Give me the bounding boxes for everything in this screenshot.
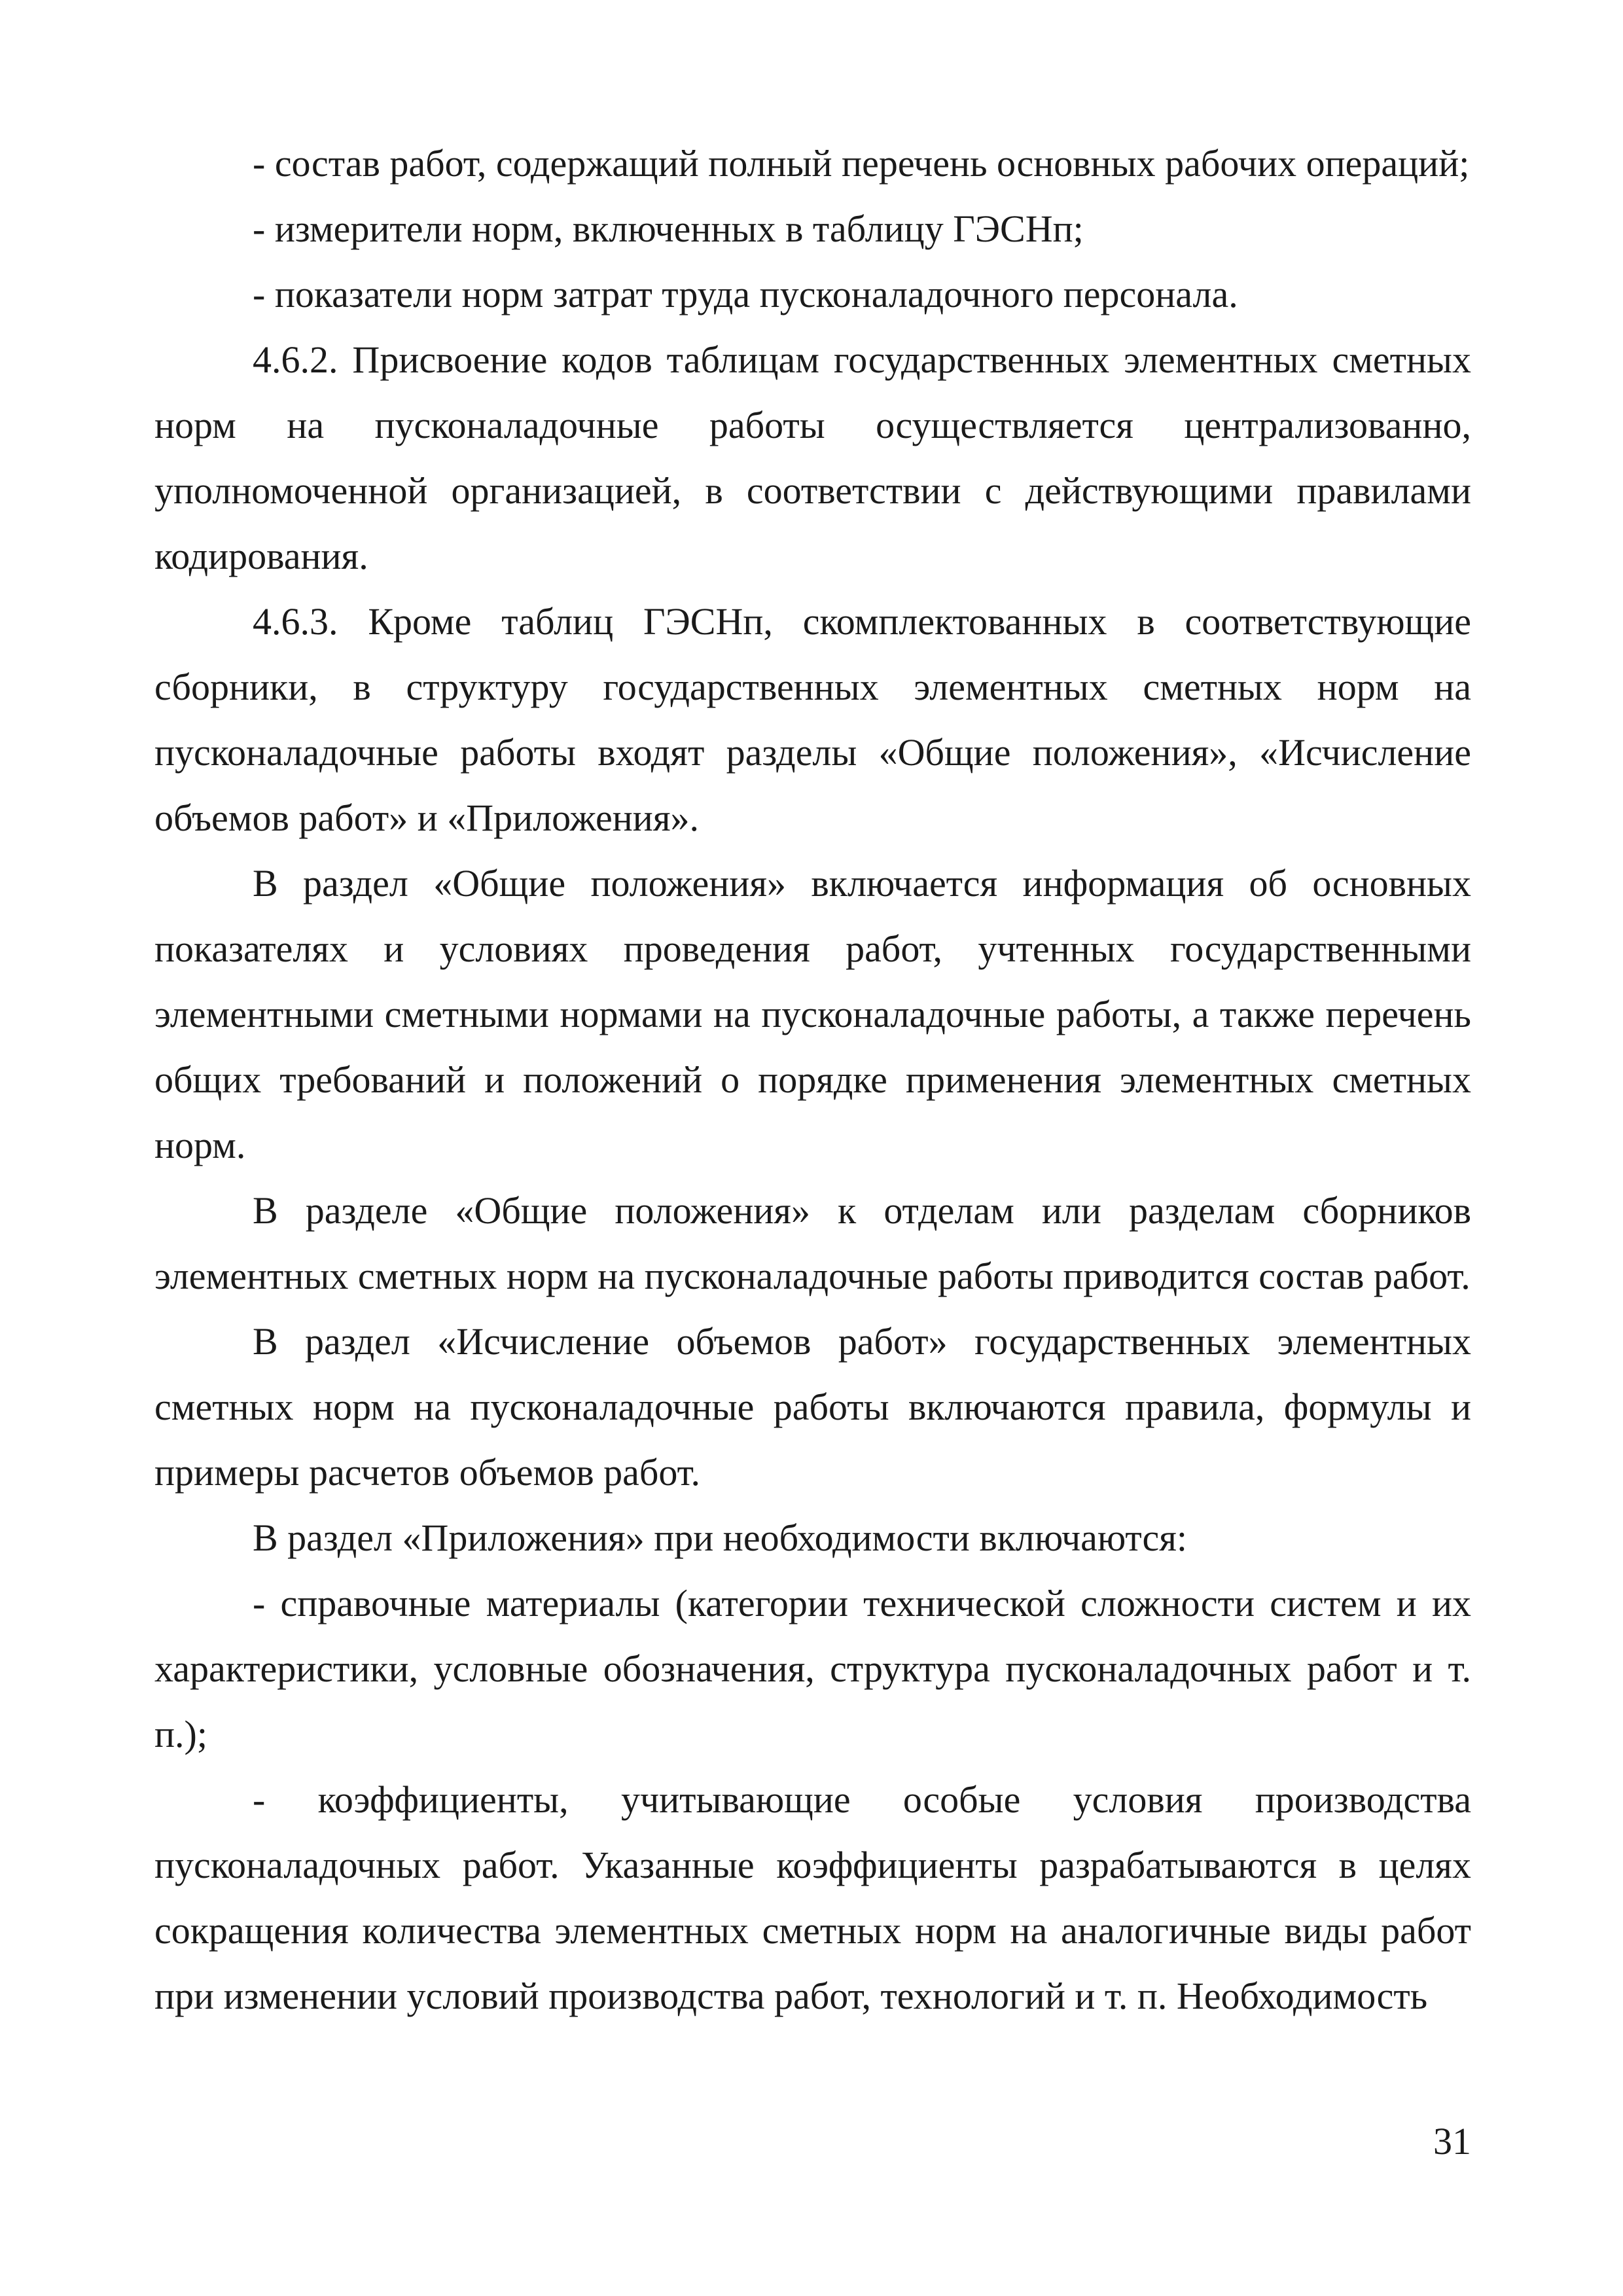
list-item: - показатели норм затрат труда пусконаладочного персонала. [253,273,1238,315]
list-item: - коэффициенты, учитывающие особые условия производства пусконаладочных работ. Указанные коэффициенты разрабатываются в целях сокращения количества элементных сметных норм на аналогичные виды работ при изменении условий производства работ, технологий и т. п. Необходимость [154,1778,1471,2017]
page-number: 31 [1433,2120,1471,2162]
paragraph-sections: В разделе «Общие положения» к отделам или разделам сборников элементных сметных норм на пусконаладочные работы приводится состав работ. [154,1189,1471,1297]
list-item: - состав работ, содержащий полный перечень основных рабочих операций; [253,142,1470,185]
paragraph-general-provisions: В раздел «Общие положения» включается информация об основных показателях и условиях проведения работ, учтенных государственными элементными сметными нормами на пусконаладочные работы, а также перечень общих требований и положений о порядке применения элементных сметных норм. [154,862,1471,1166]
paragraph-appendix: В раздел «Приложения» при необходимости включаются: [253,1516,1188,1559]
list-item: - справочные материалы (категории технической сложности систем и их характеристики, условные обозначения, структура пусконаладочных работ и т. п.); [154,1582,1471,1755]
paragraph-4-6-3: 4.6.3. Кроме таблиц ГЭСНп, скомплектованных в соответствующие сборники, в структуру государственных элементных сметных норм на пусконаладочные работы входят разделы «Общие положения», «Исчисление объемов работ» и «Приложения». [154,600,1471,839]
list-item: - измерители норм, включенных в таблицу ГЭСНп; [253,207,1084,250]
paragraph-4-6-2: 4.6.2. Присвоение кодов таблицам государственных элементных сметных норм на пусконаладочные работы осуществляется централизованно, уполномоченной организацией, в соответствии с действующими правилами кодирования. [154,338,1471,577]
paragraph-volumes: В раздел «Исчисление объемов работ» государственных элементных сметных норм на пусконаладочные работы включаются правила, формулы и примеры расчетов объемов работ. [154,1320,1471,1494]
document-body [154,131,1471,2029]
